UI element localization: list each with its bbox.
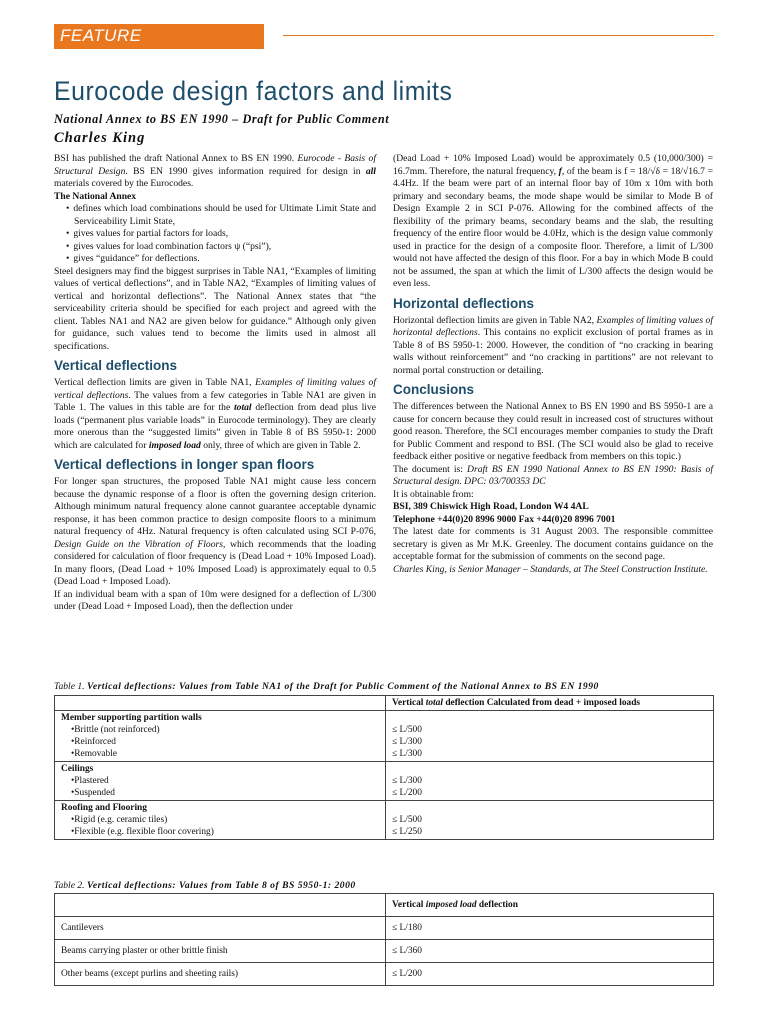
comments-paragraph: The latest date for comments is 31 August 2003. The responsible committee secretary is given as Mr M.K. Greenley. The document contains guidance on the acceptable format for the submission of comments on the second page. [393,526,713,562]
list-item: • Rigid (e.g. ceramic tiles) [61,814,379,826]
table2-caption: Table 2. Vertical deflections: Values from Table 8 of BS 5950-1: 2000 [54,880,356,891]
table-row [55,696,714,711]
limit-value: ≤ L/500 [392,815,422,825]
document-reference: The document is: Draft BS EN 1990 National Annex to BS EN 1990: Basis of Structural design. DPC: 03/700353 DC [393,463,714,487]
list-item: • Reinforced [61,736,379,748]
list-item: • gives values for load combination factors ψ (“psi”), [66,241,376,254]
table-row [55,894,714,917]
limit-value: ≤ L/300 [392,749,422,759]
table-row [55,711,714,762]
table1-header: Vertical total deflection Calculated from dead + imposed loads [386,696,714,711]
table-row [55,762,714,801]
article-author: Charles King [54,130,146,146]
list-item: • Brittle (not reinforced) [61,724,379,736]
annex-bullet-list [54,203,376,266]
limit-value: ≤ L/360 [386,940,714,963]
bsi-address: BSI, 389 Chiswick High Road, London W4 4AL [393,501,589,512]
table2-header: Vertical imposed load deflection [386,894,714,917]
limit-value: ≤ L/300 [392,737,422,747]
list-item: • Removable [61,748,379,760]
horizontal-deflections-heading: Horizontal deflections [393,295,535,311]
obtainable-text: It is obtainable from: [393,488,474,500]
group-title: Member supporting partition walls [61,713,202,723]
limit-value: ≤ L/250 [392,827,422,837]
list-item: • Plastered [61,775,379,787]
table1 [54,695,714,840]
row-label: Cantilevers [55,917,386,940]
limit-value: ≤ L/300 [392,776,422,786]
list-item: • Flexible (e.g. flexible floor covering) [61,826,379,838]
feature-tag [54,24,264,49]
horizontal-paragraph: Horizontal deflection limits are given in Table NA2, Examples of limiting values of horizontal deflections. This contains no explicit exclusion of portal frames as in Table 8 of BS 5950-1: 2000. However, the condition of “no cracking in bearing walls without reinforcement” and “no cracking in partitions” are not relevant to normal portal construction or detailing. [393,314,713,376]
row-label: Other beams (except purlins and sheeting rails) [55,963,386,986]
longer-span-paragraph: For longer span structures, the proposed Table NA1 might cause less concern because the dynamic response of a floor is often the governing design criterion. Although minimum natural frequency alone cannot guarantee acceptable dynamic response, it has been common practice to design composite floors to a minimum natural frequency of 4Hz. Natural frequency is often calculated using SCI P-076, Design Guide on the Vibration of Floors, which recommends that the loading considered for calculation of floor frequency is (Dead Load + 10% Imposed Load). In many floors, (Dead Load + 10% Imposed Load) is approximately equal to 0.5 (Dead Load + Imposed Load). [54,476,376,587]
table-row [55,940,714,963]
longer-span-heading: Vertical deflections in longer span floors [54,457,315,472]
beam-paragraph: If an individual beam with a span of 10m were designed for a deflection of L/300 under (Dead Load + Imposed Load), then the deflection under [54,588,376,612]
left-column [54,153,376,614]
list-item: • Suspended [61,787,379,799]
row-label: Beams carrying plaster or other brittle finish [55,940,386,963]
frequency-paragraph: (Dead Load + 10% Imposed Load) would be approximately 0.5 (10,000/300) = 16.7mm. Therefore, the natural frequency, f, of the beam is f = 18/√δ = 18/√16.7 = 4.4Hz. If the beam were part of an internal floor bay of 10m x 10m with both primary and secondary beams, the mode shape would be similar to Mode B of Design Example 2 in SCI P-076. Allowing for the combined affects of the flexibility of the primary beams, secondary beams and the slab, the resulting frequency of the entire floor would be 4.0Hz, which is the design value commonly used in practice for the design of a composite floor. Therefore, a limit of L/300 would not have affected the design of this floor. For a bay in which Mode B could not be assumed, the span at which the limit of L/300 affects the design would be even less. [393,153,713,289]
conclusions-paragraph: The differences between the National Annex to BS EN 1990 and BS 5950-1 are a cause for concern because they could result in increased cost of structures without good reason. Therefore, the SCI encourages member companies to study the Draft for Public Comment and respond to BSI. (The SCI would also be glad to receive feedback either positive or negative feedback from members on this topic.) [393,401,713,462]
table1-caption: Table 1. Vertical deflections: Values from Table NA1 of the Draft for Public Comment of the National Annex to BS EN 1990 [54,681,599,692]
vertical-deflections-paragraph: Vertical deflection limits are given in Table NA1, Examples of limiting values of vertical deflections. The values from a few categories in Table NA1 are given in Table 1. The values in this table are for the total deflection from dead plus live loads (“permanent plus variable loads” in Eurocode terminology). They are clearly more onerous than the “suggested limits” given in Table 8 of BS 5950-1: 2000 which are calculated for imposed load only, three of which are given in Table 2. [54,377,377,451]
table-row [55,801,714,840]
right-column [393,153,713,576]
intro-paragraph: BSI has published the draft National Annex to BS EN 1990. Eurocode - Basis of Structural Design. BS EN 1990 gives information required for design in all materials covered by the Eurocodes. [54,153,376,189]
surprises-paragraph: Steel designers may find the biggest surprises in Table NA1, “Examples of limiting values of vertical deflections”, and in Table NA2, “Examples of limiting values of vertical and horizontal deflections”. The National Annex states that “the serviceability criteria should be specified for each project and agreed with the client. Tables NA1 and NA2 are given below for guidance.” Although only given for guidance, such values tend to become the limits used in almost all specifications. [54,265,376,352]
header-rule [283,35,714,36]
table2 [54,893,714,986]
table-row [55,917,714,940]
group-title: Roofing and Flooring [61,803,147,813]
conclusions-heading: Conclusions [393,382,475,397]
bsi-phone: Telephone +44(0)20 8996 9000 Fax +44(0)20 8996 7001 [393,513,616,525]
table-row [55,963,714,986]
article-subtitle: National Annex to BS EN 1990 – Draft for Public Comment [54,112,390,126]
vertical-deflections-heading: Vertical deflections [54,358,178,373]
list-item: • gives values for partial factors for loads, [66,228,376,241]
author-bio: Charles King, is Senior Manager – Standards, at The Steel Construction Institute. [393,563,708,575]
limit-value: ≤ L/180 [386,917,714,940]
list-item: • defines which load combinations should be used for Ultimate Limit State and Serviceability Limit State, [66,203,376,228]
group-title: Ceilings [61,764,94,774]
national-annex-heading: The National Annex [54,190,137,202]
list-item: • gives “guidance” for deflections. [66,253,376,266]
limit-value: ≤ L/500 [392,725,422,735]
limit-value: ≤ L/200 [392,788,422,798]
article-title: Eurocode design factors and limits [54,76,453,106]
feature-label: FEATURE [60,26,142,45]
limit-value: ≤ L/200 [386,963,714,986]
